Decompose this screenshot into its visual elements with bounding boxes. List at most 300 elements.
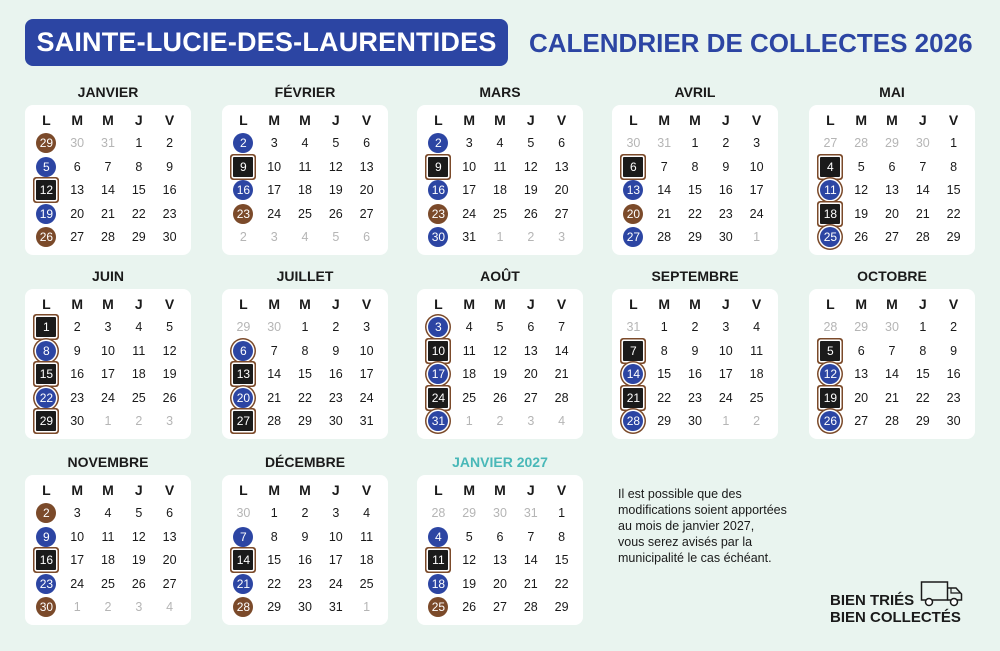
day: 26: [523, 206, 538, 221]
collection-marker-black: 12: [36, 180, 56, 200]
day: 21: [915, 206, 930, 221]
day: 15: [915, 367, 930, 382]
week-row: [612, 132, 778, 156]
day: 20: [359, 183, 374, 198]
month-7: [222, 267, 388, 439]
collection-day: [31, 133, 62, 153]
adjacent-day: 31: [626, 320, 641, 335]
day: 18: [493, 183, 507, 198]
weekday-label: M: [855, 295, 868, 312]
day: 27: [162, 576, 177, 591]
adjacent-day: 28: [823, 320, 838, 335]
weekday-label: M: [71, 111, 84, 128]
week-row: [25, 339, 191, 363]
collection-marker-ringblue: 25: [820, 227, 840, 247]
collection-marker-brown: 23: [233, 204, 253, 224]
weekday-label: M: [102, 295, 114, 312]
collection-marker-ringblue: 14: [623, 364, 643, 384]
week-row: [25, 410, 191, 434]
month-3: [417, 83, 583, 255]
day: 6: [166, 506, 174, 521]
day: 18: [359, 553, 374, 568]
month-card: [417, 475, 583, 625]
day: 25: [101, 576, 115, 591]
day: 30: [162, 230, 177, 245]
day: 12: [328, 159, 343, 174]
collection-day: [31, 204, 62, 224]
collection-day: [228, 204, 259, 224]
weekday-label: J: [526, 111, 535, 128]
collection-marker-blue: 9: [36, 527, 56, 547]
day: 26: [462, 600, 477, 615]
week-row: [417, 502, 583, 526]
day: 29: [915, 414, 930, 429]
collection-marker-brown: 2: [36, 503, 56, 523]
week-row: [417, 202, 583, 226]
weekday-header: [222, 478, 388, 502]
month-11: [25, 453, 191, 625]
day: 25: [462, 390, 477, 405]
day: 12: [162, 343, 177, 358]
brand-line-1: BIEN TRIÉS: [830, 592, 915, 609]
month-name: AVRIL: [674, 84, 716, 100]
day: 4: [465, 320, 473, 335]
day: 8: [660, 343, 668, 358]
weekday-label: V: [361, 295, 372, 312]
week-row: [417, 339, 583, 363]
collection-day: [31, 597, 62, 617]
day: 24: [462, 206, 477, 221]
day: 11: [132, 343, 146, 358]
collection-day: [618, 180, 649, 200]
week-row: [417, 226, 583, 250]
day: 12: [493, 343, 507, 358]
day: 6: [888, 159, 896, 174]
collection-day: [815, 388, 846, 408]
day: 28: [267, 414, 282, 429]
weekday-label: M: [102, 481, 114, 498]
page-title: SAINTE-LUCIE-DES-LAURENTIDES: [25, 19, 508, 66]
day: 11: [462, 343, 476, 358]
adjacent-day: 30: [236, 506, 251, 521]
day: 21: [267, 390, 282, 405]
adjacent-day: 2: [239, 230, 247, 245]
weekday-label: L: [434, 481, 443, 498]
week-row: [222, 179, 388, 203]
adjacent-day: 27: [823, 136, 838, 151]
day: 18: [462, 367, 477, 382]
day: 20: [523, 367, 538, 382]
adjacent-day: 30: [70, 136, 85, 151]
week-row: [809, 316, 975, 340]
weekday-label: M: [299, 481, 311, 498]
day: 16: [162, 183, 177, 198]
day: 2: [332, 320, 340, 335]
collection-marker-ringblue: 3: [428, 317, 448, 337]
collection-marker-ringblue: 20: [233, 388, 253, 408]
collection-day: [228, 597, 259, 617]
day: 8: [270, 529, 278, 544]
collection-day: [228, 133, 259, 153]
day: 4: [496, 136, 504, 151]
day: 22: [657, 390, 672, 405]
collection-day: [815, 364, 846, 384]
day: 11: [360, 529, 374, 544]
collection-day: [423, 597, 454, 617]
day: 17: [718, 367, 733, 382]
day: 9: [301, 529, 309, 544]
collection-marker-black: 11: [428, 550, 448, 570]
day: 22: [946, 206, 961, 221]
truck-icon: [920, 580, 964, 608]
day: 25: [493, 206, 507, 221]
month-name: AOÛT: [480, 268, 520, 284]
weekday-label: L: [434, 111, 443, 128]
adjacent-day: 30: [885, 320, 899, 335]
week-row: [417, 132, 583, 156]
adjacent-day: 30: [626, 136, 641, 151]
collection-day: [31, 388, 62, 408]
day: 16: [718, 183, 733, 198]
weekday-label: M: [658, 111, 671, 128]
day: 5: [332, 136, 340, 151]
day: 10: [718, 343, 733, 358]
day: 9: [950, 343, 958, 358]
week-row: [612, 226, 778, 250]
week-row: [417, 596, 583, 620]
collection-marker-black: 5: [820, 341, 840, 361]
collection-day: [228, 180, 259, 200]
day: 1: [301, 320, 309, 335]
month-name: JUIN: [92, 268, 124, 284]
collection-marker-blue: 18: [428, 574, 448, 594]
week-row: [417, 410, 583, 434]
day: 17: [462, 183, 477, 198]
collection-day: [618, 341, 649, 361]
day: 14: [885, 367, 899, 382]
adjacent-day: 31: [657, 136, 672, 151]
day: 9: [166, 159, 174, 174]
day: 18: [298, 183, 312, 198]
day: 28: [523, 600, 538, 615]
weekday-label: M: [299, 111, 311, 128]
collection-marker-ringblue: 12: [820, 364, 840, 384]
day: 9: [722, 159, 730, 174]
week-row: [809, 202, 975, 226]
collection-marker-blue: 27: [623, 227, 643, 247]
collection-day: [423, 364, 454, 384]
weekday-label: J: [331, 111, 340, 128]
month-card: [222, 475, 388, 625]
day: 23: [328, 390, 343, 405]
week-row: [809, 410, 975, 434]
day: 28: [885, 414, 899, 429]
weekday-header: [222, 292, 388, 316]
day: 31: [462, 230, 477, 245]
day: 26: [162, 390, 177, 405]
collection-marker-brown: 26: [36, 227, 56, 247]
day: 17: [328, 553, 343, 568]
day: 14: [523, 553, 538, 568]
day: 5: [527, 136, 535, 151]
day: 16: [328, 367, 343, 382]
adjacent-day: 4: [301, 230, 309, 245]
collection-marker-blue: 16: [428, 180, 448, 200]
day: 27: [359, 206, 374, 221]
collection-marker-black: 7: [623, 341, 643, 361]
day: 17: [359, 367, 374, 382]
collection-marker-brown: 30: [36, 597, 56, 617]
adjacent-day: 1: [104, 414, 112, 429]
collection-day: [228, 527, 259, 547]
day: 25: [359, 576, 374, 591]
collection-marker-ringblue: 22: [36, 388, 56, 408]
collection-day: [423, 227, 454, 247]
weekday-label: M: [886, 295, 898, 312]
weekday-header: [417, 292, 583, 316]
weekday-label: J: [721, 295, 730, 312]
day: 1: [558, 506, 566, 521]
day: 29: [267, 600, 282, 615]
weekday-label: J: [918, 111, 927, 128]
adjacent-day: 1: [73, 600, 81, 615]
weekday-label: L: [826, 295, 835, 312]
day: 23: [70, 390, 85, 405]
adjacent-day: 3: [558, 230, 566, 245]
day: 3: [73, 506, 81, 521]
day: 22: [688, 206, 702, 221]
collection-day: [423, 204, 454, 224]
collection-marker-ringblue: 8: [36, 341, 56, 361]
collection-day: [815, 411, 846, 431]
day: 30: [70, 414, 85, 429]
day: 27: [493, 600, 507, 615]
adjacent-day: 30: [267, 320, 282, 335]
day: 22: [915, 390, 930, 405]
adjacent-day: 2: [753, 414, 761, 429]
day: 28: [657, 230, 672, 245]
brand-line-2: BIEN COLLECTÉS: [830, 609, 961, 626]
month-4: [612, 83, 778, 255]
adjacent-day: 5: [332, 230, 340, 245]
week-row: [25, 502, 191, 526]
weekday-label: M: [494, 111, 506, 128]
collection-day: [228, 364, 259, 384]
month-card: [809, 105, 975, 255]
day: 2: [950, 320, 958, 335]
collection-marker-brown: 25: [428, 597, 448, 617]
collection-marker-ringblue: 17: [428, 364, 448, 384]
collection-day: [228, 574, 259, 594]
collection-marker-blue: 2: [233, 133, 253, 153]
adjacent-day: 29: [885, 136, 899, 151]
week-row: [612, 410, 778, 434]
week-row: [25, 179, 191, 203]
day: 13: [359, 159, 374, 174]
day: 30: [688, 414, 702, 429]
week-row: [612, 316, 778, 340]
collection-day: [31, 411, 62, 431]
collection-day: [228, 341, 259, 361]
day: 3: [465, 136, 473, 151]
day: 1: [950, 136, 958, 151]
notice-text: Il est possible que des modifications soient apportées au mois de janvier 2027, vous serez avisés par la municipalité le cas échéant.: [618, 487, 787, 565]
collection-day: [228, 411, 259, 431]
month-6: [25, 267, 191, 439]
day: 28: [554, 390, 569, 405]
day: 15: [131, 183, 146, 198]
week-row: [809, 339, 975, 363]
day: 8: [301, 343, 309, 358]
weekday-label: V: [948, 295, 959, 312]
month-name: JANVIER: [77, 84, 139, 100]
collection-day: [423, 157, 454, 177]
adjacent-day: 1: [753, 230, 761, 245]
weekday-label: L: [434, 295, 443, 312]
weekday-label: L: [629, 295, 638, 312]
month-name: SEPTEMBRE: [651, 268, 739, 284]
collection-day: [423, 411, 454, 431]
day: 11: [298, 159, 312, 174]
collection-day: [815, 157, 846, 177]
week-row: [25, 386, 191, 410]
collection-day: [423, 341, 454, 361]
day: 23: [946, 390, 961, 405]
collection-marker-brown: 28: [233, 597, 253, 617]
weekday-label: V: [556, 481, 567, 498]
day: 13: [70, 183, 85, 198]
day: 9: [691, 343, 699, 358]
collection-day: [423, 180, 454, 200]
day: 19: [162, 367, 177, 382]
day: 23: [298, 576, 312, 591]
day: 4: [301, 136, 309, 151]
month-9: [612, 267, 778, 439]
week-row: [612, 363, 778, 387]
week-row: [612, 155, 778, 179]
day: 9: [73, 343, 81, 358]
day: 5: [496, 320, 504, 335]
month-8: [417, 267, 583, 439]
weekday-label: V: [164, 481, 175, 498]
day: 3: [722, 320, 730, 335]
day: 11: [750, 343, 764, 358]
day: 20: [854, 390, 869, 405]
collection-day: [815, 180, 846, 200]
weekday-label: J: [331, 481, 340, 498]
weekday-label: L: [239, 111, 248, 128]
week-row: [222, 549, 388, 573]
month-name: JUILLET: [276, 268, 334, 284]
collection-marker-ringblue: 28: [623, 411, 643, 431]
month-1: [25, 83, 191, 255]
collection-day: [423, 574, 454, 594]
collection-marker-blue: 19: [36, 204, 56, 224]
weekday-header: [25, 108, 191, 132]
weekday-label: M: [855, 111, 868, 128]
week-row: [222, 363, 388, 387]
collection-day: [423, 550, 454, 570]
day: 7: [919, 159, 927, 174]
weekday-label: M: [299, 295, 311, 312]
weekday-label: M: [463, 111, 476, 128]
weekday-label: M: [463, 295, 476, 312]
adjacent-day: 4: [558, 414, 566, 429]
adjacent-day: 6: [363, 230, 371, 245]
day: 8: [919, 343, 927, 358]
day: 3: [363, 320, 371, 335]
weekday-label: V: [361, 481, 372, 498]
day: 12: [131, 529, 146, 544]
weekday-label: L: [239, 295, 248, 312]
week-row: [222, 132, 388, 156]
week-row: [222, 155, 388, 179]
day: 10: [267, 159, 282, 174]
collection-day: [618, 364, 649, 384]
month-card: [222, 289, 388, 439]
collection-day: [423, 388, 454, 408]
collection-marker-black: 24: [428, 388, 448, 408]
day: 12: [523, 159, 538, 174]
day: 20: [554, 183, 569, 198]
weekday-label: J: [134, 481, 143, 498]
day: 28: [101, 230, 115, 245]
day: 25: [749, 390, 764, 405]
day: 26: [131, 576, 146, 591]
weekday-label: J: [721, 111, 730, 128]
day: 25: [131, 390, 146, 405]
day: 5: [135, 506, 143, 521]
day: 15: [657, 367, 672, 382]
month-2: [222, 83, 388, 255]
collection-day: [618, 227, 649, 247]
collection-marker-brown: 29: [36, 133, 56, 153]
day: 20: [885, 206, 899, 221]
day: 7: [660, 159, 668, 174]
week-row: [809, 386, 975, 410]
month-card: [25, 105, 191, 255]
day: 23: [162, 206, 177, 221]
day: 13: [162, 529, 177, 544]
day: 1: [919, 320, 927, 335]
month-name: MAI: [879, 84, 905, 100]
week-row: [25, 596, 191, 620]
day: 14: [554, 343, 569, 358]
week-row: [25, 525, 191, 549]
collection-marker-black: 16: [36, 550, 56, 570]
adjacent-day: 2: [135, 414, 143, 429]
day: 20: [493, 576, 507, 591]
day: 14: [915, 183, 930, 198]
adjacent-day: 30: [493, 506, 507, 521]
day: 10: [462, 159, 477, 174]
adjacent-day: 28: [431, 506, 446, 521]
adjacent-day: 3: [270, 230, 278, 245]
weekday-label: J: [331, 295, 340, 312]
month-12: [222, 453, 388, 625]
weekday-label: V: [164, 295, 175, 312]
week-row: [612, 179, 778, 203]
adjacent-day: 1: [363, 600, 371, 615]
adjacent-day: 31: [101, 136, 115, 151]
weekday-label: J: [134, 111, 143, 128]
day: 6: [527, 320, 535, 335]
collection-day: [228, 550, 259, 570]
week-row: [612, 202, 778, 226]
month-name: NOVEMBRE: [67, 454, 149, 470]
day: 3: [332, 506, 340, 521]
weekday-label: V: [556, 295, 567, 312]
